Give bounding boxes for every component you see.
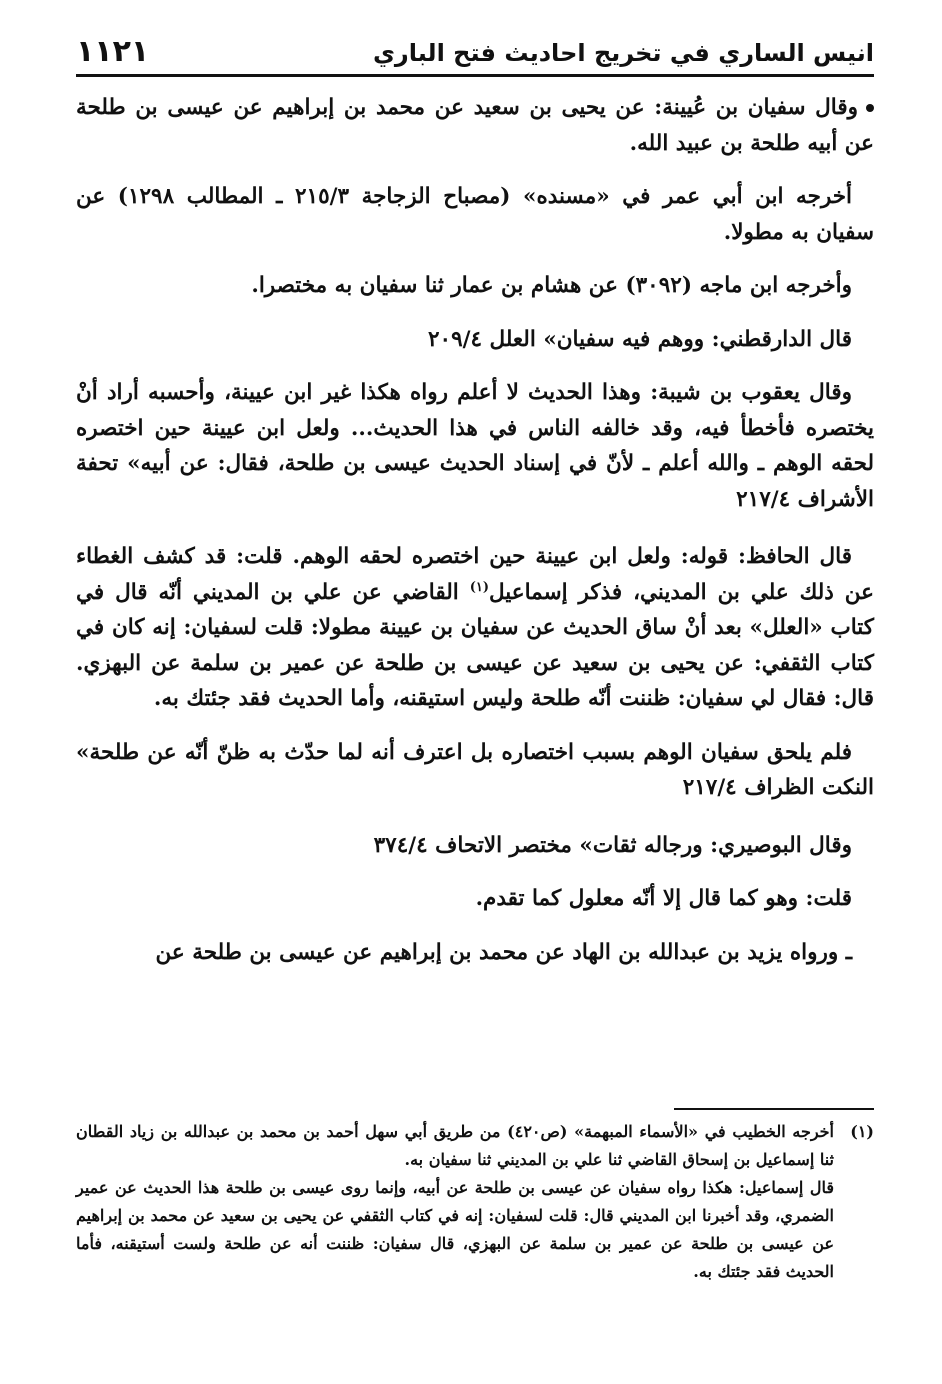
paragraph: أخرجه ابن أبي عمر في «مسنده» (مصباح الزجاجة ٢١٥/٣ ـ المطالب ١٢٩٨) عن سفيان به مطولا. [76,184,874,245]
paragraph: وقال يعقوب بن شيبة: وهذا الحديث لا أعلم رواه هكذا غير ابن عيينة، وأحسبه أراد أنْ يختصره فأخطأ فيه، وقد خالفه الناس في هذا الحديث... ولعل ابن عيينة حين اختصره لحقه الوهم ـ والله أعلم ـ لأنّ في إسناد الحديث عيسى بن طلحة، فقال: عن أبيه» تحفة الأشراف ٢١٧/٤ [76,380,874,512]
paragraph: قلت: وهو كما قال إلا أنّه معلول كما تقدم. [475,886,852,911]
footnote-continuation: قال إسماعيل: هكذا رواه سفيان عن عيسى بن طلحة عن أبيه، وإنما روى عيسى بن طلحة هذا الحديث عن عمير الضمري، وقد أخبرنا ابن المديني قال: قلت لسفيان: إنه في كتاب الثقفي عن يحيى بن سعيد عن محمد بن إبراهيم عن عيسى بن طلحة عن عمير بن سلمة عن البهزي، قال سفيان: ظننت أنه عن طلحة ولست أستيقنه، فأما الحديث فقد جئتك به. [76,1178,834,1281]
footnote-reference: (١) [469,579,489,595]
footnote: (١) أخرجه الخطيب في «الأسماء المبهمة» (ص٤٢٠) من طريق أبي سهل أحمد بن محمد بن عبدالله بن زياد القطان ثنا إسماعيل بن إسحاق القاضي ثنا علي بن المديني ثنا سفيان به. [76,1118,874,1174]
running-title: انيس الساري في تخريج احاديث فتح الباري [372,39,874,67]
paragraph: فلم يلحق سفيان الوهم بسبب اختصاره بل اعترف أنه لما حدّث به ظنّ أنّه عن طلحة» النكت الظراف ٢١٧/٤ [76,739,874,800]
bullet-icon [866,104,874,112]
footnote-number: (١) [850,1122,874,1141]
footnote-divider [674,1108,874,1110]
paragraph: وقال سفيان بن عُيينة: عن يحيى بن سعيد عن محمد بن إبراهيم عن عيسى بن طلحة عن أبيه طلحة بن عبيد الله. [76,95,874,156]
paragraph: قال الحافظ: قوله: ولعل ابن عيينة حين اختصره لحقه الوهم. قلت: قد كشف الغطاء عن ذلك علي بن المديني، فذكر إسماعيل$^{(١)}$ القاضي عن علي بن المديني أنّه قال في كتاب «العلل» بعد أنْ ساق الحديث عن سفيان بن عيينة مطولا: قلت لسفيان: إنه كان في كتاب الثقفي: عن يحيى بن سعيد عن عيسى بن طلحة عن عمير بن سلمة عن البهزي. قال: فقال لي سفيان: ظننت أنّه طلحة وليس استيقنه، وأما الحديث فقد جئتك به. [76,544,874,711]
page-number: ١١٢١ [76,34,150,69]
main-text [76,90,874,970]
footnotes [76,1118,874,1286]
page-header [76,34,874,77]
paragraph: قال الدارقطني: ووهم فيه سفيان» العلل ٢٠٩/٤ [428,326,852,352]
paragraph: ـ ورواه يزيد بن عبدالله بن الهاد عن محمد بن إبراهيم عن عيسى بن طلحة عن [155,939,852,965]
paragraph: وقال البوصيري: ورجاله ثقات» مختصر الاتحاف ٣٧٤/٤ [373,832,852,858]
paragraph: وأخرجه ابن ماجه (٣٠٩٢) عن هشام بن عمار ثنا سفيان به مختصرا. [251,273,852,298]
